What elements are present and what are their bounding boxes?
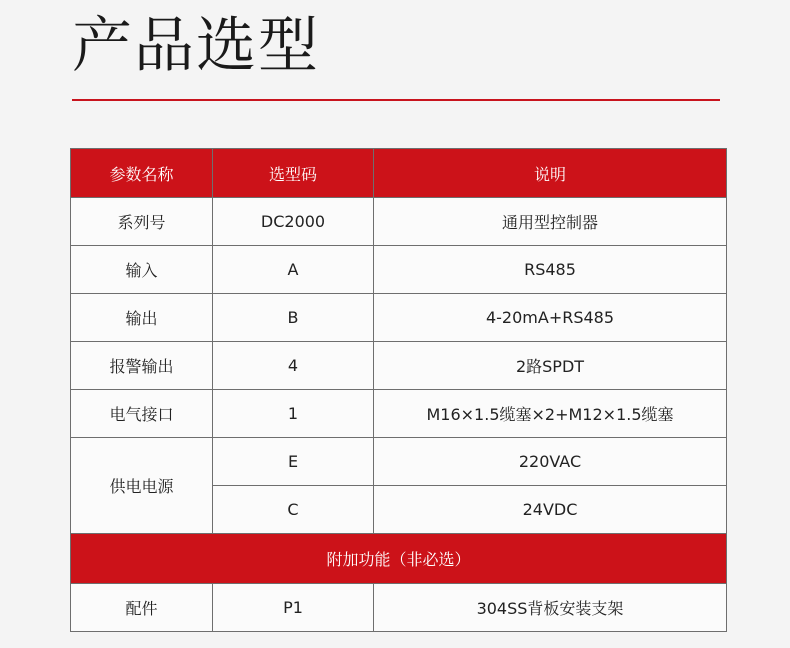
description: RS485 xyxy=(374,246,727,294)
selection-code: B xyxy=(213,294,374,342)
header-description: 说明 xyxy=(374,149,727,198)
description: 通用型控制器 xyxy=(374,198,727,246)
table-row xyxy=(71,198,727,246)
param-name: 报警输出 xyxy=(71,342,213,390)
table-row xyxy=(71,584,727,632)
section-label: 附加功能（非必选） xyxy=(71,534,727,584)
description: 304SS背板安装支架 xyxy=(374,584,727,632)
selection-code: A xyxy=(213,246,374,294)
description: 220VAC xyxy=(374,438,727,486)
param-name: 电气接口 xyxy=(71,390,213,438)
table-header-row xyxy=(71,149,727,198)
header-param-name: 参数名称 xyxy=(71,149,213,198)
description: 24VDC xyxy=(374,486,727,534)
table-row xyxy=(71,246,727,294)
param-name: 系列号 xyxy=(71,198,213,246)
selection-table xyxy=(70,148,727,632)
section-row xyxy=(71,534,727,584)
selection-code: DC2000 xyxy=(213,198,374,246)
selection-code: E xyxy=(213,438,374,486)
selection-code: 4 xyxy=(213,342,374,390)
selection-code: P1 xyxy=(213,584,374,632)
table-row-power xyxy=(71,438,727,486)
param-name: 配件 xyxy=(71,584,213,632)
param-name-power: 供电电源 xyxy=(71,438,213,534)
table-row xyxy=(71,390,727,438)
table-row xyxy=(71,294,727,342)
selection-code: 1 xyxy=(213,390,374,438)
title-divider xyxy=(72,99,720,101)
param-name: 输出 xyxy=(71,294,213,342)
description: 4-20mA+RS485 xyxy=(374,294,727,342)
description: M16×1.5缆塞×2+M12×1.5缆塞 xyxy=(374,390,727,438)
selection-code: C xyxy=(213,486,374,534)
table-row xyxy=(71,342,727,390)
header-selection-code: 选型码 xyxy=(213,149,374,198)
page-title: 产品选型 xyxy=(72,11,320,81)
description: 2路SPDT xyxy=(374,342,727,390)
param-name: 输入 xyxy=(71,246,213,294)
